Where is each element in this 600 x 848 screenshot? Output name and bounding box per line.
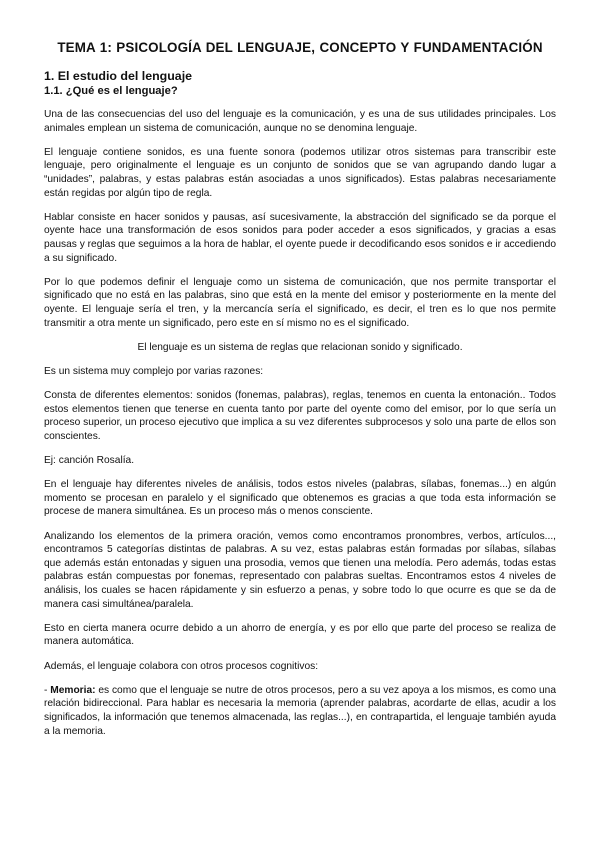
paragraph-key-definition: El lenguaje es un sistema de reglas que relacionan sonido y significado. bbox=[137, 341, 463, 353]
paragraph-sounds: El lenguaje contiene sonidos, es una fuente sonora (podemos utilizar otros sistemas para transcribir este lenguaje, pero originalmente el lenguaje es un conjunto de sonidos que se van agrupando dando lugar a “unidades”, palabras, y estas palabras están asociadas a unos significados). Estas palabras necesariamente están regidas por algún tipo de regla. bbox=[44, 146, 556, 199]
paragraph-elements: Consta de diferentes elementos: sonidos (fonemas, palabras), reglas, tenemos en cuenta la entonación.. Todos estos elementos tienen que tenerse en cuenta tanto por parte del oyente como del emisor, por lo que sería un proceso superior, un proceso ejecutivo que implica a su vez diferentes subprocesos y solo una parte de ellos son conscientes. bbox=[44, 390, 556, 442]
memory-text: es como que el lenguaje se nutre de otros procesos, pero a su vez apoya a los mismos, es como una relación bidireccional. Para hablar es necesaria la memoria (aprender palabras, acordarte de ellas, acudir a los significados, la información que tenemos almacenada, las reglas...), en contrapartida, el lenguaje también ayuda a la memoria. bbox=[44, 684, 556, 737]
subsection-heading: 1.1. ¿Qué es el lenguaje? bbox=[44, 85, 178, 97]
paragraph-levels: En el lenguaje hay diferentes niveles de análisis, todos estos niveles (palabras, sílabas, fonemas...) en algún momento se procesan en paralelo y el significado que obtenemos es gracias a que toda esta información se procese de manera simultánea. Es un proceso más o menos consciente. bbox=[44, 479, 556, 518]
paragraph-cognitive: Además, el lenguaje colabora con otros procesos cognitivos: bbox=[44, 660, 319, 672]
paragraph-memory bbox=[44, 684, 556, 738]
paragraph-communication: Una de las consecuencias del uso del lenguaje es la comunicación, y es una de sus utilidades principales. Los animales emplean un sistema de comunicación, aunque no se denomina lenguaje. bbox=[44, 109, 556, 134]
paragraph-speaking: Hablar consiste en hacer sonidos y pausas, así sucesivamente, la abstracción del significado se da porque el oyente hace una transformación de esos sonidos para poder acceder a esos significados, y gracias a esas pausas y reglas que seguimos a la hora de hablar, el oyente puede ir decodificando esos sonidos e ir accediendo a su significado. bbox=[44, 211, 556, 264]
document-page bbox=[44, 40, 556, 749]
page-title: TEMA 1: PSICOLOGÍA DEL LENGUAJE, CONCEPTO Y FUNDAMENTACIÓN bbox=[57, 40, 543, 55]
memory-bullet: - bbox=[44, 684, 51, 696]
section-heading: 1. El estudio del lenguaje bbox=[44, 69, 193, 83]
paragraph-example: Ej: canción Rosalía. bbox=[44, 455, 135, 467]
paragraph-energy: Esto en cierta manera ocurre debido a un ahorro de energía, y es por ello que parte del proceso se realiza de manera automática. bbox=[44, 622, 556, 648]
memory-label: Memoria: bbox=[50, 684, 96, 696]
paragraph-definition: Por lo que podemos definir el lenguaje como un sistema de comunicación, que nos permite transportar el significado que no está en las palabras, sino que está en la mente del emisor y posteriormente en la mente del oyente. El lenguaje sería el tren, y la mercancía sería el significado, es decir, el tren es lo que nos permite transmitir a otra mente un significado, pero este en sí mismo no es el significado. bbox=[44, 276, 556, 329]
paragraph-analysis: Analizando los elementos de la primera oración, vemos como encontramos pronombres, verbos, artículos..., encontramos 5 categorías distintas de palabras. A su vez, estas palabras están formadas por sílabas, sílabas que además están entonadas y siguen una prosodia, vemos que tienen una melodía. Pero además, todas estas palabras están compuestas por fonemas, representado con palabras sueltas. Encontramos estos 4 niveles de análisis, los cuales se hacen rápidamente y sin esfuerzo a penas, y sobre todo lo que ocurre es que se da de manera casi simultánea/paralela. bbox=[44, 530, 556, 610]
paragraph-complex-system: Es un sistema muy complejo por varias razones: bbox=[44, 365, 264, 377]
